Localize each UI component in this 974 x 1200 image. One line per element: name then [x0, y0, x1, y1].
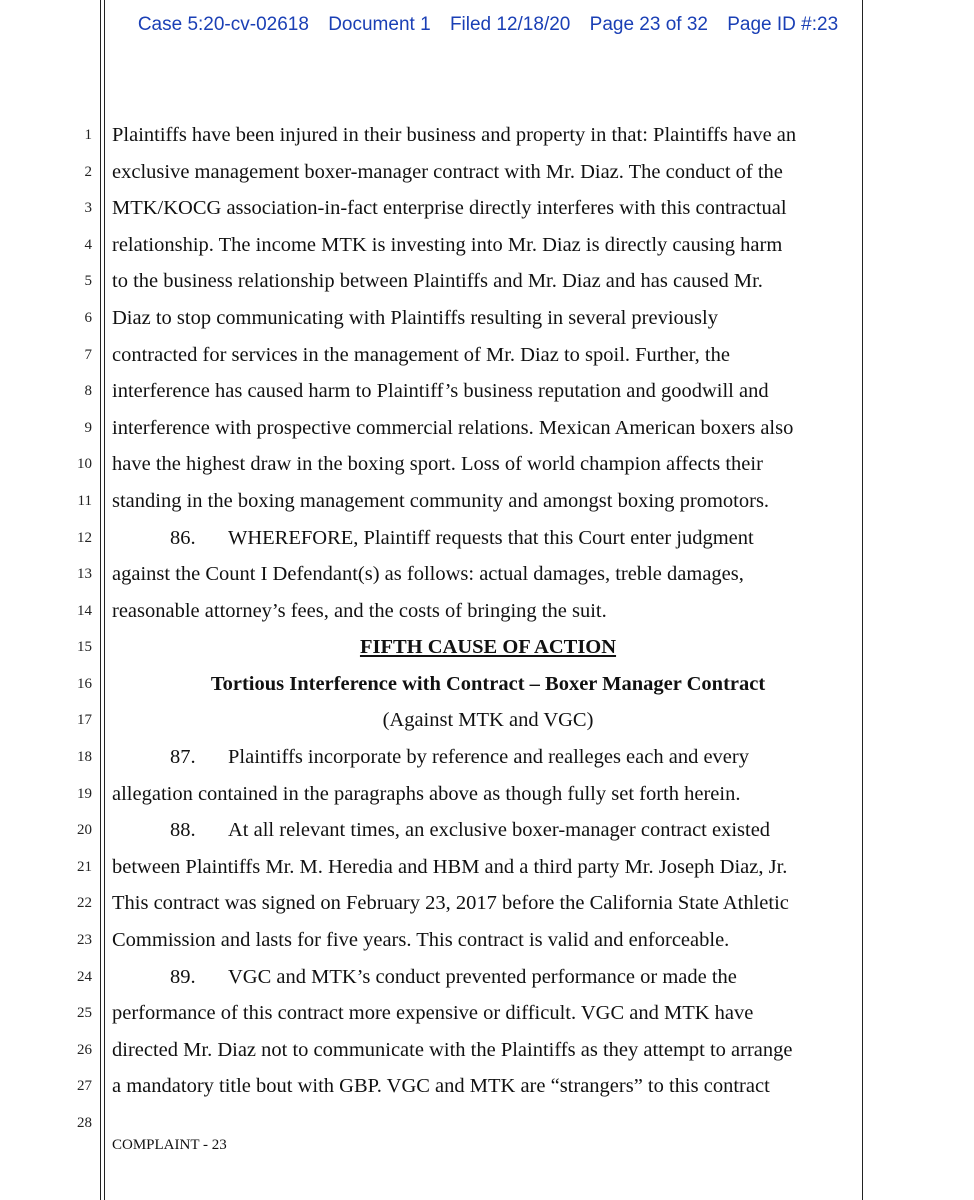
- document-number: Document 1: [328, 14, 431, 35]
- line-number: 14: [77, 603, 92, 619]
- body-line: standing in the boxing management community and amongst boxing promotors.: [112, 490, 770, 512]
- body-text: Plaintiffs incorporate by reference and realleges each and every: [228, 746, 749, 768]
- line-number: 17: [77, 712, 92, 728]
- line-number: 19: [77, 786, 92, 802]
- line-number: 24: [77, 969, 92, 985]
- line-number: 10: [77, 456, 92, 472]
- body-line: directed Mr. Diaz not to communicate with the Plaintiffs as they attempt to arrange: [112, 1039, 793, 1061]
- paragraph-88-first-line: [112, 812, 930, 849]
- line-number: 8: [84, 383, 92, 399]
- line-number: 3: [84, 200, 92, 216]
- paragraph-number: 88.: [170, 819, 196, 841]
- body-text: VGC and MTK’s conduct prevented performance or made the: [228, 966, 737, 988]
- body-line: This contract was signed on February 23, 2017 before the California State Athletic: [112, 892, 789, 914]
- body-text: WHEREFORE, Plaintiff requests that this Court enter judgment: [228, 527, 754, 549]
- filed-date: Filed 12/18/20: [449, 14, 571, 35]
- body-text: At all relevant times, an exclusive boxer-manager contract existed: [228, 819, 771, 841]
- line-number: 28: [77, 1115, 92, 1131]
- line-number: 21: [77, 859, 92, 875]
- line-number: 13: [77, 566, 92, 582]
- body-line: performance of this contract more expensive or difficult. VGC and MTK have: [112, 1002, 754, 1024]
- section-against: (Against MTK and VGC): [382, 709, 594, 731]
- line-number: 4: [84, 237, 92, 253]
- paragraph-89-first-line: [112, 959, 930, 996]
- line-number: 16: [77, 676, 92, 692]
- line-number: 20: [77, 822, 92, 838]
- section-title: FIFTH CAUSE OF ACTION: [359, 636, 617, 658]
- body-line: between Plaintiffs Mr. M. Heredia and HBM and a third party Mr. Joseph Diaz, Jr.: [112, 856, 788, 878]
- section-subtitle: Tortious Interference with Contract – Boxer Manager Contract: [210, 673, 766, 695]
- case-number: Case 5:20-cv-02618: [137, 14, 309, 35]
- body-line: interference has caused harm to Plaintiff’s business reputation and goodwill and: [112, 380, 769, 402]
- body-line: interference with prospective commercial relations. Mexican American boxers also: [112, 417, 794, 439]
- line-number: 6: [84, 310, 92, 326]
- line-number: 11: [77, 493, 92, 509]
- body-line: Plaintiffs have been injured in their business and property in that: Plaintiffs have an: [112, 124, 797, 146]
- line-number: 27: [77, 1078, 92, 1094]
- paragraph-number: 87.: [170, 746, 196, 768]
- body-line: reasonable attorney’s fees, and the costs of bringing the suit.: [112, 600, 607, 622]
- case-header: [108, 14, 868, 36]
- line-number: 7: [84, 347, 92, 363]
- line-number: 25: [77, 1005, 92, 1021]
- line-number: 2: [84, 164, 92, 180]
- page-id: Page ID #:23: [727, 14, 839, 35]
- body-line: have the highest draw in the boxing sport. Loss of world champion affects their: [112, 453, 763, 475]
- body-line: exclusive management boxer-manager contract with Mr. Diaz. The conduct of the: [112, 161, 783, 183]
- line-number: 26: [77, 1042, 92, 1058]
- line-number: 5: [84, 273, 92, 289]
- body-line: relationship. The income MTK is investing into Mr. Diaz is directly causing harm: [112, 234, 783, 256]
- paragraph-86-first-line: [112, 520, 930, 557]
- line-number: 22: [77, 895, 92, 911]
- line-number: 12: [77, 530, 92, 546]
- page-footer: COMPLAINT - 23: [112, 1137, 227, 1153]
- body-line: against the Count I Defendant(s) as follows: actual damages, treble damages,: [112, 563, 744, 585]
- line-number: 18: [77, 749, 92, 765]
- line-number: 9: [84, 420, 92, 436]
- body-line: a mandatory title bout with GBP. VGC and MTK are “strangers” to this contract: [112, 1075, 770, 1097]
- body-line: to the business relationship between Plaintiffs and Mr. Diaz and has caused Mr.: [112, 270, 763, 292]
- line-number: 1: [84, 127, 92, 143]
- left-margin-rule-outer: [100, 0, 101, 1200]
- body-line: allegation contained in the paragraphs above as though fully set forth herein.: [112, 783, 741, 805]
- body-line: Diaz to stop communicating with Plaintiffs resulting in several previously: [112, 307, 718, 329]
- paragraph-87-first-line: [112, 739, 930, 776]
- line-number: 15: [77, 639, 92, 655]
- left-margin-rule-inner: [104, 0, 105, 1200]
- page-count: Page 23 of 32: [589, 14, 708, 35]
- paragraph-number: 89.: [170, 966, 196, 988]
- line-number: 23: [77, 932, 92, 948]
- paragraph-number: 86.: [170, 527, 196, 549]
- body-line: MTK/KOCG association-in-fact enterprise directly interferes with this contractual: [112, 197, 787, 219]
- body-line: contracted for services in the management of Mr. Diaz to spoil. Further, the: [112, 344, 730, 366]
- body-line: Commission and lasts for five years. This contract is valid and enforceable.: [112, 929, 730, 951]
